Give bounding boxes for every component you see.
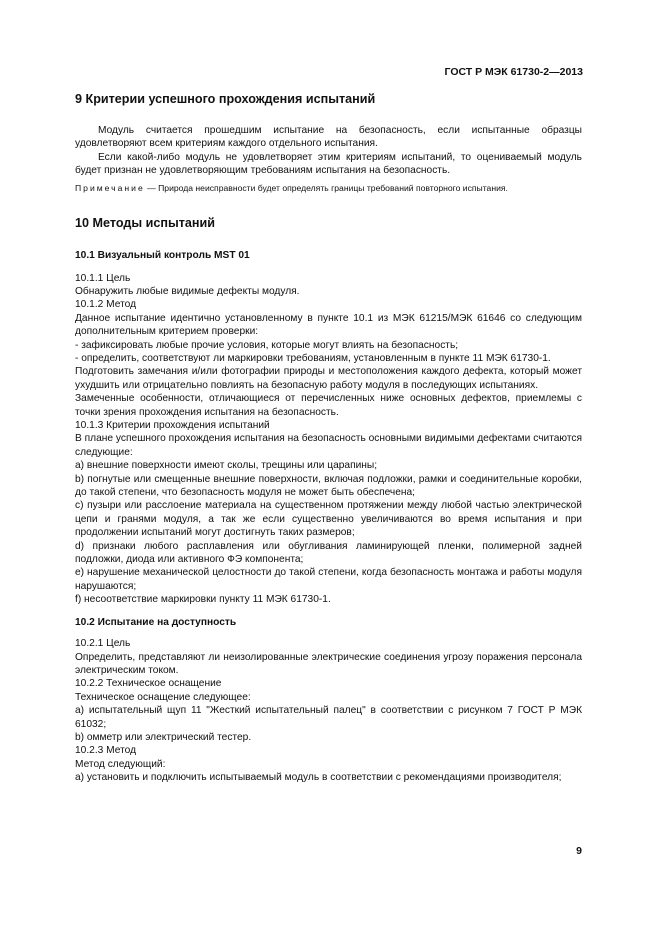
list-item: f) несоответствие маркировки пункту 11 МЭК 61730-1. bbox=[75, 594, 331, 606]
section-9-title: 9 Критерии успешного прохождения испытаний bbox=[75, 92, 376, 106]
clause-heading: 10.2.2 Техническое оснащение bbox=[75, 678, 222, 690]
paragraph: Определить, представляют ли неизолированные электрические соединения угрозу поражения персонала электрическим током. bbox=[75, 651, 582, 676]
list-item: b) погнутые или смещенные внешние поверхности, включая подложки, рамки и соединительные коробки, до такой степени, что безопасность модуля не может быть обеспечена; bbox=[75, 473, 582, 499]
list-item: d) признаки любого расплавления или обугливания ламинирующей пленки, полимерной задней подложки, диода или активного ФЭ компонента; bbox=[75, 540, 582, 566]
list-item: с) пузыри или расслоение материала на существенном протяжении между любой частью электрической цепи и гранями модуля, а так же если существенно увеличиваются во время испытания и при продолжении испытаний могут достигнуть таких размеров; bbox=[75, 500, 582, 539]
list-item: а) установить и подключить испытываемый модуль в соответствии с рекомендациями производителя; bbox=[75, 772, 562, 784]
clause-heading: 10.1.2 Метод bbox=[75, 299, 137, 311]
paragraph: Замеченные особенности, отличающиеся от перечисленных ниже основных дефектов, приемлемы с точки зрения прохождения испытания на безопасность. bbox=[75, 393, 582, 418]
paragraph: Если какой-либо модуль не удовлетворяет этим критериям испытаний, то оцениваемый модуль будет признан не удовлетворяющим требованиям испытания на безопасность. bbox=[75, 151, 582, 177]
note-label: Примечание bbox=[75, 182, 145, 193]
paragraph: Метод следующий: bbox=[75, 758, 166, 770]
page-number: 9 bbox=[576, 845, 582, 857]
clause-heading: 10.1.3 Критерии прохождения испытаний bbox=[75, 420, 270, 431]
list-item: е) нарушение механической целостности до такой степени, когда безопасность монтажа и работы модуля нарушаются; bbox=[75, 567, 582, 592]
note bbox=[75, 183, 582, 195]
clause-heading: 10.2.1 Цель bbox=[75, 638, 131, 650]
note-text: — Природа неисправности будет определять границы требований повторного испытания. bbox=[144, 182, 508, 193]
paragraph: Техническое оснащение следующее: bbox=[75, 691, 251, 703]
subsection-10-2-title: 10.2 Испытание на доступность bbox=[75, 616, 237, 628]
list-item: - определить, соответствуют ли маркировки требованиям, установленным в пункте 11 МЭК 61730-1. bbox=[75, 352, 551, 364]
list-item: а) внешние поверхности имеют сколы, трещины или царапины; bbox=[75, 460, 378, 472]
paragraph: Данное испытание идентично установленному в пункте 10.1 из МЭК 61215/МЭК 61646 со следующим дополнительным критерием проверки: bbox=[75, 312, 582, 338]
section-10-title: 10 Методы испытаний bbox=[75, 216, 215, 231]
subsection-10-1-title: 10.1 Визуальный контроль MST 01 bbox=[75, 250, 250, 262]
list-item: b) омметр или электрический тестер. bbox=[75, 731, 252, 743]
list-item: а) испытательный щуп 11 "Жесткий испытательный палец" в соответствии с рисунком 7 ГОСТ Р МЭК 61032; bbox=[75, 705, 582, 730]
paragraph: Обнаружить любые видимые дефекты модуля. bbox=[75, 285, 300, 297]
paragraph: Подготовить замечания и/или фотографии природы и местоположения каждого дефекта, который может ухудшить или отрицательно повлиять на безопасную работу модуля в последующих испытаниях. bbox=[75, 366, 582, 391]
clause-heading: 10.1.1 Цель bbox=[75, 272, 131, 284]
paragraph: Модуль считается прошедшим испытание на безопасность, если испытанные образцы удовлетворяют всем критериям каждого отдельного испытания. bbox=[75, 125, 582, 150]
clause-heading: 10.2.3 Метод bbox=[75, 745, 137, 757]
paragraph: В плане успешного прохождения испытания на безопасность основными видимыми дефектами считаются следующие: bbox=[75, 433, 582, 458]
document-id-header: ГОСТ Р МЭК 61730-2—2013 bbox=[444, 66, 583, 78]
page-content bbox=[75, 90, 582, 785]
list-item: - зафиксировать любые прочие условия, которые могут влиять на безопасность; bbox=[75, 339, 459, 351]
